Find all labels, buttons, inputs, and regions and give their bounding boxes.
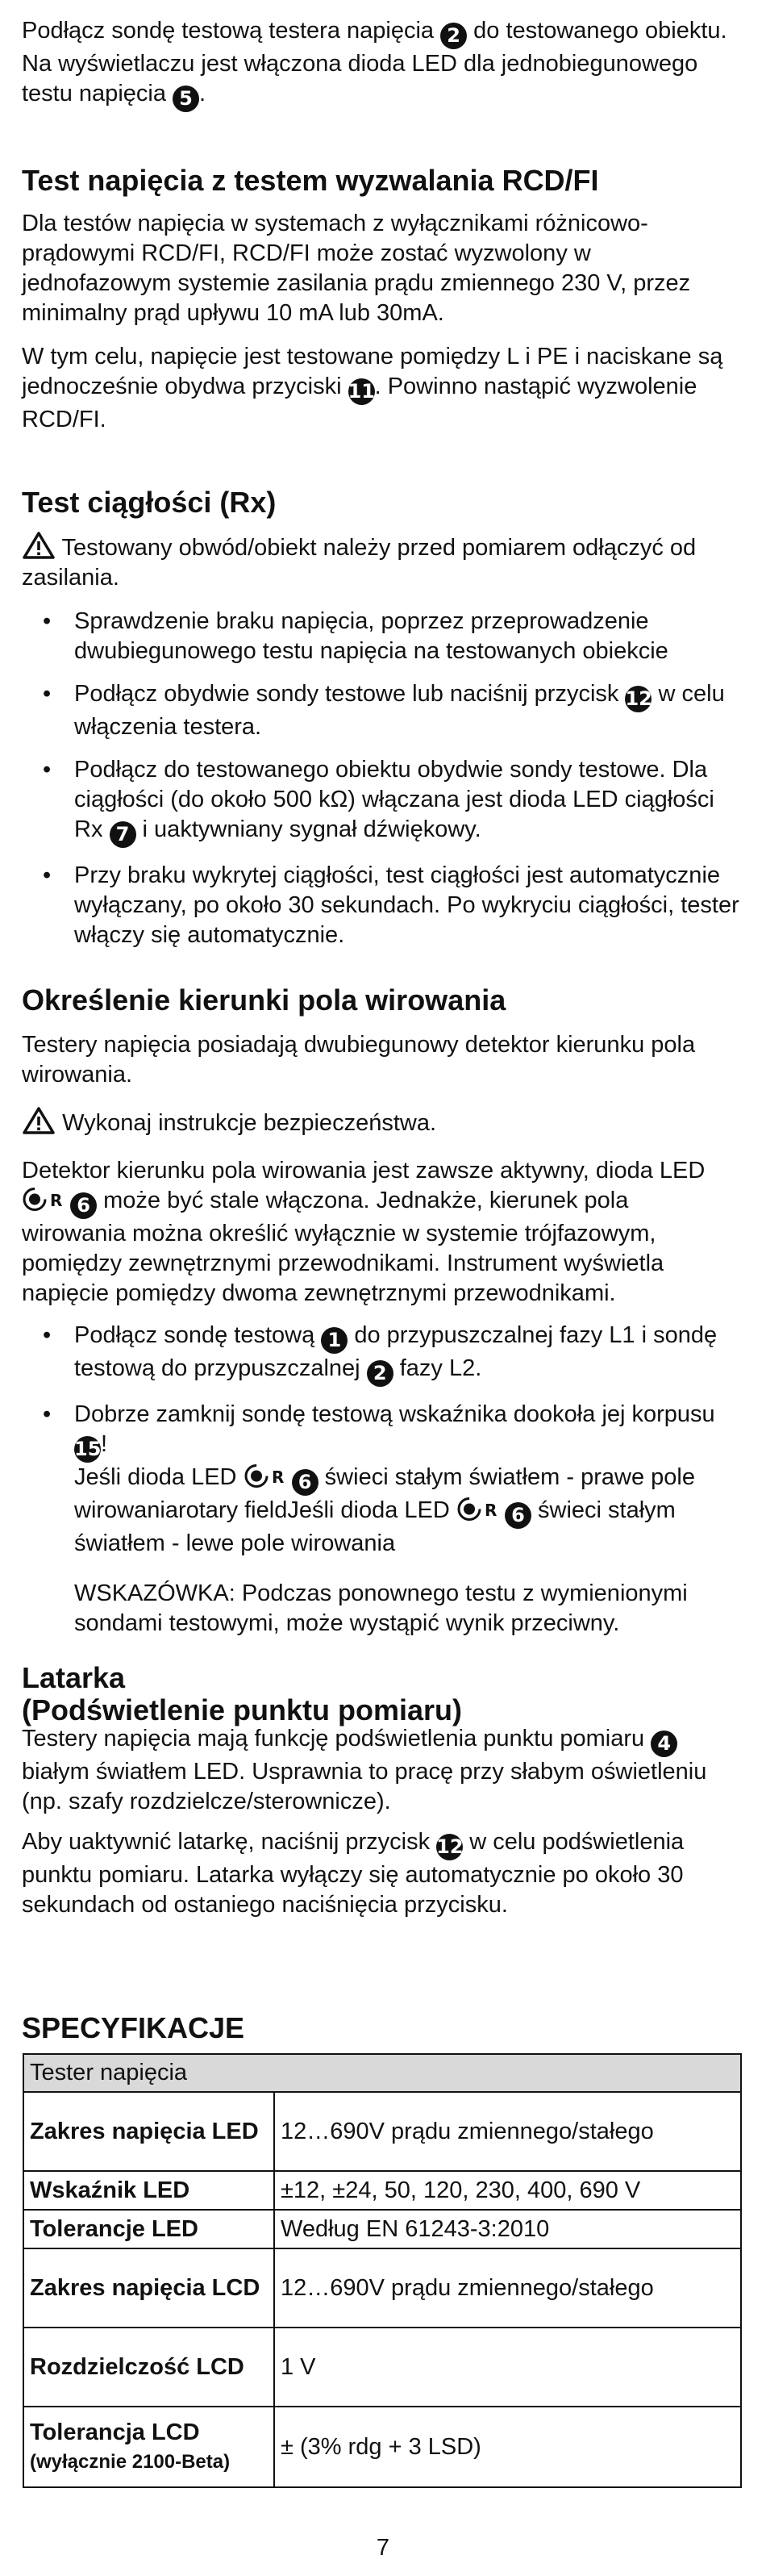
number-badge: 6	[292, 1469, 318, 1496]
number-badge: 7	[110, 821, 136, 848]
list-item-text: świeci stałym światłem - prawe pole wirowaniarotary fieldJeśli dioda LED	[74, 1464, 695, 1523]
row-sublabel: (wyłącznie 2100-Beta)	[30, 2450, 231, 2473]
row-label: Rozdzielczość LCD	[23, 2328, 274, 2407]
number-badge: 6	[70, 1192, 97, 1219]
svg-text:R: R	[271, 1468, 284, 1487]
continuity-steps	[22, 607, 739, 963]
rotation-field-icon	[22, 1186, 64, 1213]
row-label-text: Tolerancja LCD	[30, 2419, 200, 2445]
list-item	[22, 1400, 739, 1559]
warning-text: Testowany obwód/obiekt należy przed pomiarem odłączyć od zasilania.	[22, 535, 697, 591]
number-badge: 15	[74, 1436, 101, 1463]
intro-text: .	[199, 81, 206, 106]
list-item-text: !	[101, 1431, 108, 1457]
svg-text:R: R	[484, 1501, 497, 1520]
table-row	[23, 2092, 741, 2171]
warning-text: Wykonaj instrukcje bezpieczeństwa.	[62, 1110, 437, 1136]
list-item: • Sprawdzenie braku napięcia, poprzez przeprowadzenie dwubiegunowego testu napięcia na testowanych obiekcie	[22, 607, 739, 666]
table-row	[23, 2328, 741, 2407]
torch-text: w celu podświetlenia punktu pomiaru. Latarka wyłączy się automatycznie po około 30 sekundach od ostaniego naciśnięcia przycisku.	[22, 1829, 685, 1918]
list-item-text: do przypuszczalnej fazy L1 i sondę testową do przypuszczalnej	[74, 1322, 718, 1381]
row-label: Zakres napięcia LED	[23, 2092, 274, 2171]
torch-paragraph	[22, 1827, 739, 1920]
continuity-warning	[22, 531, 735, 593]
torch-title-line: (Podświetlenie punktu pomiaru)	[22, 1693, 463, 1726]
number-badge: 5	[173, 86, 199, 112]
table-header-cell: Tester napięcia	[23, 2054, 741, 2092]
torch-paragraph	[22, 1724, 735, 1817]
section-title-rotation: Określenie kierunki pola wirowania	[22, 983, 506, 1017]
torch-text: białym światłem LED. Usprawnia to pracę przy słabym oświetleniu (np. szafy rozdzielcze/sterownicze).	[22, 1759, 707, 1814]
list-item-text: w celu włączenia testera.	[74, 681, 725, 740]
rotation-note: WSKAZÓWKA: Podczas ponownego testu z wymienionymi sondami testowymi, może wystąpić wynik przeciwny.	[74, 1580, 688, 1636]
list-item	[22, 1321, 739, 1387]
row-value: 12…690V prądu zmiennego/stałego	[274, 2092, 741, 2171]
number-badge: 4	[651, 1731, 677, 1757]
svg-text:R: R	[50, 1191, 63, 1210]
list-item-text: Podłącz obydwie sondy testowe lub naciśnij przycisk	[74, 681, 626, 707]
row-value: 1 V	[274, 2328, 741, 2407]
rcd-text: . Powinno nastąpić wyzwolenie RCD/FI.	[22, 374, 697, 432]
table-header-row	[23, 2054, 741, 2092]
table-row	[23, 2210, 741, 2248]
number-badge: 12	[625, 686, 652, 712]
list-item-text: Podłącz sondę testową	[74, 1322, 322, 1348]
rotation-field-icon	[244, 1463, 285, 1489]
list-item-text: Jeśli dioda LED	[74, 1464, 244, 1490]
number-badge: 6	[505, 1502, 531, 1529]
table-row	[23, 2248, 741, 2328]
list-item-text: i uaktywniany sygnał dźwiękowy.	[135, 816, 481, 842]
rotation-paragraph	[22, 1156, 735, 1309]
torch-text: Testery napięcia mają funkcję podświetlenia punktu pomiaru	[22, 1726, 652, 1751]
list-item-text: Dobrze zamknij sondę testową wskaźnika dookoła jej korpusu	[74, 1401, 715, 1427]
section-title-torch	[22, 1662, 462, 1726]
rcd-paragraph	[22, 342, 735, 435]
torch-title-line: Latarka	[22, 1661, 126, 1694]
rcd-text: W tym celu, napięcie jest testowane pomiędzy L i PE i naciskane są jednocześnie obydwa przyciski	[22, 344, 723, 399]
list-item	[22, 679, 739, 742]
rotation-field-icon	[456, 1496, 498, 1522]
section-title-specs: SPECYFIKACJE	[22, 2011, 245, 2044]
spec-table	[23, 2053, 742, 2488]
table-row	[23, 2407, 741, 2487]
list-item-text: świeci stałym światłem - lewe pole wirowania	[74, 1497, 676, 1556]
number-badge: 1	[321, 1327, 348, 1354]
torch-text: Aby uaktywnić latarkę, naciśnij przycisk	[22, 1829, 437, 1855]
table-row	[23, 2171, 741, 2210]
rotation-paragraph: Testery napięcia posiadają dwubiegunowy detektor kierunku pola wirowania.	[22, 1032, 696, 1088]
section-title-continuity: Test ciągłości (Rx)	[22, 486, 277, 519]
row-label: Tolerancje LED	[23, 2210, 274, 2248]
section-title-rcd: Test napięcia z testem wyzwalania RCD/FI	[22, 164, 599, 197]
number-badge: 12	[436, 1834, 463, 1860]
row-label: Zakres napięcia LCD	[23, 2248, 274, 2328]
rotation-text: Detektor kierunku pola wirowania jest zawsze aktywny, dioda LED	[22, 1158, 706, 1184]
warning-icon	[22, 531, 56, 560]
list-item	[22, 755, 739, 848]
warning-icon	[22, 1106, 56, 1135]
row-label	[23, 2407, 274, 2487]
list-item: • Przy braku wykrytej ciągłości, test ciągłości jest automatycznie wyłączany, po około 30 sekundach. Po wykryciu ciągłości, tester włączy się automatycznie.	[22, 861, 739, 950]
rotation-text: może być stale włączona. Jednakże, kierunek pola wirowania można określić wyłącznie w systemie trójfazowym, pomiędzy zewnętrznymi przewodnikami. Instrument wyświetla napięcie pomiędzy dwoma zewnętrznymi przewodnikami.	[22, 1188, 664, 1306]
page-number: 7	[376, 2535, 390, 2561]
row-value: ±12, ±24, 50, 120, 230, 400, 690 V	[274, 2171, 741, 2210]
number-badge: 11	[348, 378, 375, 405]
list-item-text: Podłącz do testowanego obiektu obydwie sondy testowe. Dla ciągłości (do około 500 kΩ) włączana jest dioda LED ciągłości Rx	[74, 757, 714, 842]
row-value: 12…690V prądu zmiennego/stałego	[274, 2248, 741, 2328]
rotation-warning	[22, 1106, 735, 1138]
row-value: ± (3% rdg + 3 LSD)	[274, 2407, 741, 2487]
rcd-paragraph: Dla testów napięcia w systemach z wyłącznikami różnicowo-prądowymi RCD/FI, RCD/FI może zostać wyzwolony w jednofazowym systemie zasilania prądu zmiennego 230 V, przez minimalny prąd upływu 10 mA lub 30mA.	[22, 211, 691, 326]
rotation-steps	[22, 1321, 739, 1572]
list-item-text: fazy L2.	[393, 1355, 482, 1381]
row-label: Wskaźnik LED	[23, 2171, 274, 2210]
row-value: Według EN 61243-3:2010	[274, 2210, 741, 2248]
number-badge: 2	[440, 23, 467, 49]
intro-paragraph	[22, 16, 731, 112]
intro-text: Podłącz sondę testową testera napięcia	[22, 18, 441, 44]
number-badge: 2	[367, 1360, 393, 1387]
intro-text: do testowanego obiektu. Na wyświetlaczu jest włączona dioda LED dla jednobiegunowego testu napięcia	[22, 18, 727, 106]
